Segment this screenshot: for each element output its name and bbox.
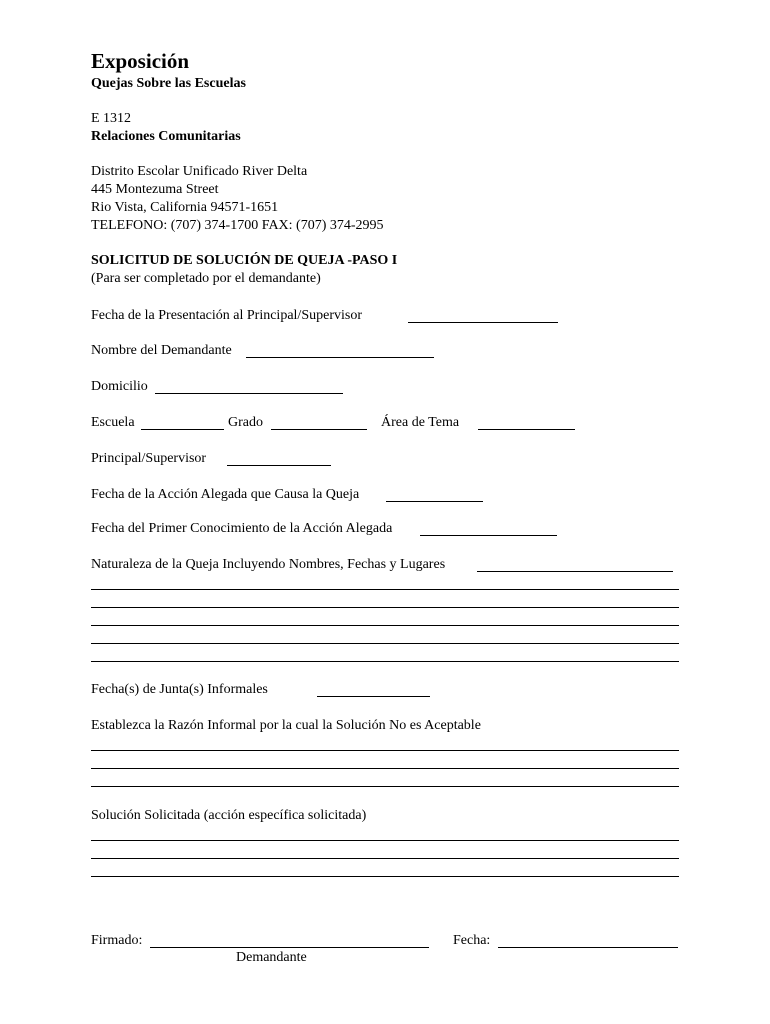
naturaleza-line[interactable] xyxy=(91,607,679,608)
razon-line[interactable] xyxy=(91,786,679,787)
label-razon: Establezca la Razón Informal por la cual la Solución No es Aceptable xyxy=(91,718,481,733)
document-title: Exposición xyxy=(91,49,190,73)
form-note: (Para ser completado por el demandante) xyxy=(91,271,321,286)
document-subtitle: Quejas Sobre las Escuelas xyxy=(91,76,246,91)
field-principal[interactable] xyxy=(227,465,331,466)
district-street: 445 Montezuma Street xyxy=(91,182,219,197)
label-fecha-presentacion: Fecha de la Presentación al Principal/Supervisor xyxy=(91,308,362,323)
form-heading: SOLICITUD DE SOLUCIÓN DE QUEJA -PASO I xyxy=(91,253,398,268)
naturaleza-line[interactable] xyxy=(91,625,679,626)
field-firma[interactable] xyxy=(150,947,429,948)
label-firmado: Firmado: xyxy=(91,933,143,948)
label-fecha: Fecha: xyxy=(453,933,491,948)
policy-category: Relaciones Comunitarias xyxy=(91,129,241,144)
label-fecha-conocimiento: Fecha del Primer Conocimiento de la Acción Alegada xyxy=(91,521,393,536)
field-domicilio[interactable] xyxy=(155,393,343,394)
district-name: Distrito Escolar Unificado River Delta xyxy=(91,164,308,179)
label-naturaleza: Naturaleza de la Queja Incluyendo Nombres, Fechas y Lugares xyxy=(91,557,446,572)
solucion-line[interactable] xyxy=(91,840,679,841)
solucion-line[interactable] xyxy=(91,858,679,859)
label-grado: Grado xyxy=(228,415,263,430)
field-juntas[interactable] xyxy=(317,696,430,697)
field-fecha-presentacion[interactable] xyxy=(408,322,558,323)
naturaleza-line[interactable] xyxy=(91,589,679,590)
label-nombre: Nombre del Demandante xyxy=(91,343,232,358)
label-area: Área de Tema xyxy=(381,415,460,430)
field-grado[interactable] xyxy=(271,429,367,430)
district-phones: TELEFONO: (707) 374-1700 FAX: (707) 374-2995 xyxy=(91,218,384,233)
field-escuela[interactable] xyxy=(141,429,224,430)
policy-code: E 1312 xyxy=(91,111,132,126)
razon-line[interactable] xyxy=(91,768,679,769)
label-solucion: Solución Solicitada (acción específica solicitada) xyxy=(91,808,367,823)
district-city: Rio Vista, California 94571-1651 xyxy=(91,200,279,215)
field-area[interactable] xyxy=(478,429,575,430)
solucion-line[interactable] xyxy=(91,876,679,877)
label-demandante: Demandante xyxy=(236,950,307,965)
field-fecha-accion[interactable] xyxy=(386,501,483,502)
field-fecha-conocimiento[interactable] xyxy=(420,535,557,536)
label-principal: Principal/Supervisor xyxy=(91,451,207,466)
label-escuela: Escuela xyxy=(91,415,135,430)
field-nombre[interactable] xyxy=(246,357,434,358)
label-fecha-accion: Fecha de la Acción Alegada que Causa la Queja xyxy=(91,487,360,502)
label-domicilio: Domicilio xyxy=(91,379,148,394)
naturaleza-line[interactable] xyxy=(91,643,679,644)
label-juntas: Fecha(s) de Junta(s) Informales xyxy=(91,682,268,697)
field-naturaleza[interactable] xyxy=(477,571,673,572)
razon-line[interactable] xyxy=(91,750,679,751)
field-fecha[interactable] xyxy=(498,947,678,948)
naturaleza-line[interactable] xyxy=(91,661,679,662)
